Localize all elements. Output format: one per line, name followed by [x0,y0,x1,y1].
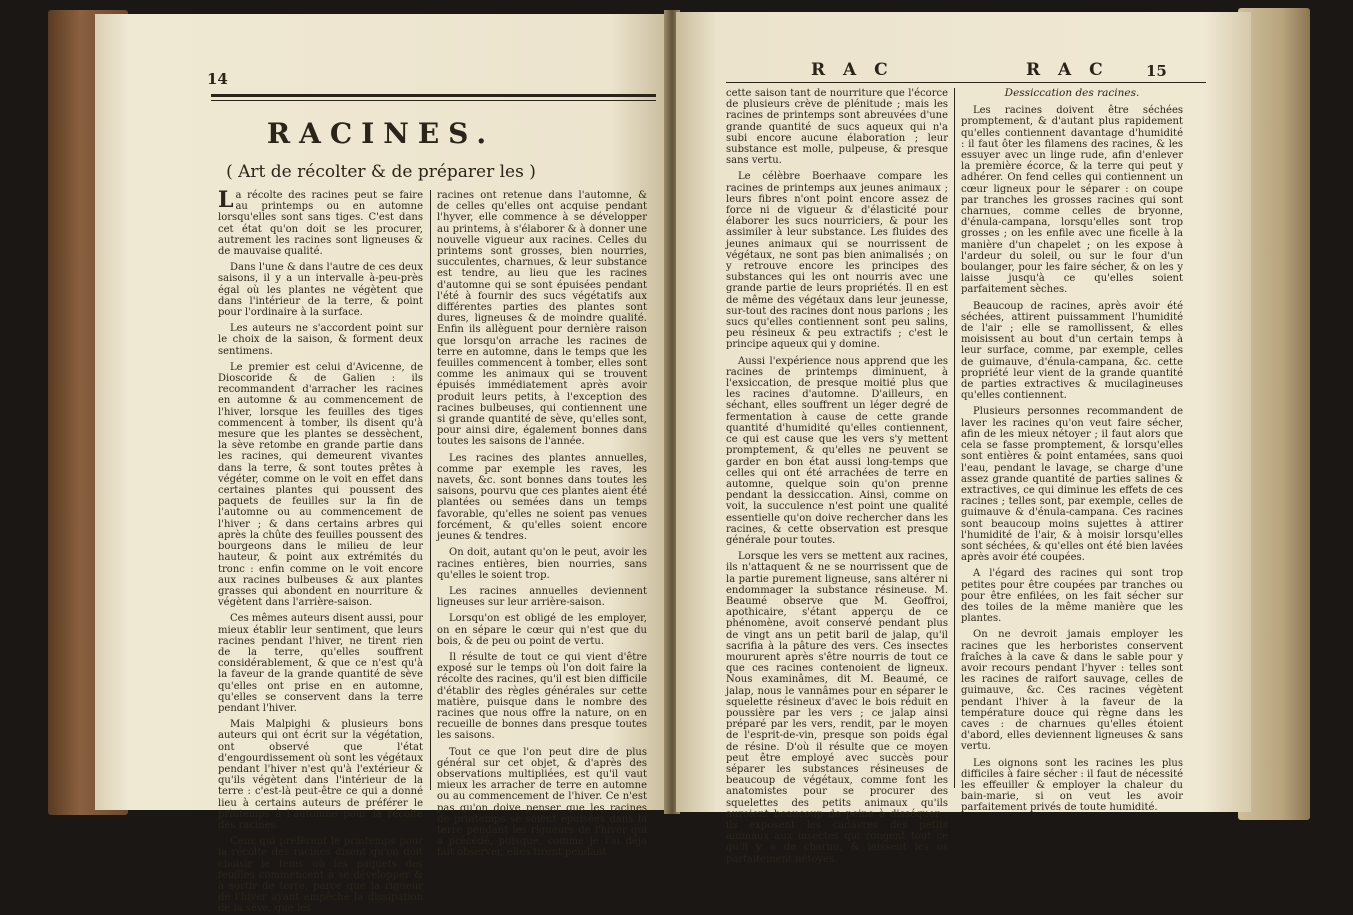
paragraph: Ces mêmes auteurs disent aussi, pour mieux établir leur sentiment, que leurs racines pendant l'hiver, ne tirent rien de la terre, qu'elles souffrent considérablement, & que ce n'est qu'à la faveur de la grande quantité de sève qu'elles ont prise en en automne, qu'elles se conservent dans la terre pendant l'hiver. [218,613,424,714]
paragraph: Il résulte de tout ce qui vient d'être exposé sur le temps où l'on doit faire la récolte des racines, qu'il est bien difficile d'établir des règles générales sur cette matière, puisque dans le nombre des racines que nous offre la nature, on en recueille de bonnes dans presque toutes les saisons. [437,651,647,742]
header-rule [726,82,1206,83]
paragraph: Mais Malpighi & plusieurs bons auteurs qui ont écrit sur la végétation, ont observé que l'état d'engourdissement où sont les végétaux pendant l'hiver n'est qu'à l'extérieur & qu'ils végètent dans l'intérieur de la terre : c'est-là peut-être ce qui a donné lieu à certains auteurs de préférer le printemps à l'automne pour la récolte des racines. [218,719,423,831]
right-page [676,12,1251,865]
left-page-column-1 [218,187,424,915]
left-page-column-2 [437,190,647,859]
paragraph: cette saison tant de nourriture que l'écorce de plusieurs crève de plénitude ; mais les racines de printemps sont abreuvées d'une grande quantité de sucs aqueux qui n'a subi encore aucune élaboration ; leur substance est molle, pulpeuse, & presque sans vertu. [726,88,948,167]
paragraph: Dans l'une & dans l'autre de ces deux saisons, il y a un intervalle à-peu-près égal où les plantes ne végètent que dans l'intérieur de la terre, & point pour l'ordinaire à la surface. [218,262,423,319]
running-head-right-column: R A C [1026,60,1109,80]
paragraph: On doit, autant qu'on le peut, avoir les racines entières, bien nourries, sans qu'elles le soient trop. [437,547,647,581]
paragraph: Beaucoup de racines, après avoir été séchées, attirent puissamment l'humidité de l'air ; elle se ramollissent, & elles moisissent au bout d'un certain temps à leur surface, comme, par exemple, celles de guimauve, d'énula-campana, &c. cette propriété leur vient de la grande quantité de parties extractives & mucilagineuses qu'elles contiennent. [961,300,1183,402]
paragraph: Aussi l'expérience nous apprend que les racines de printemps diminuent, à l'exsiccation, de presque moitié plus que les racines d'automne. D'ailleurs, en séchant, elles souffrent un léger degré de fermentation à cause de cette grande quantité d'humidité qu'elles contiennent, ce qui est cause que les vers s'y mettent promptement, & qu'elles ne peuvent se garder en bon état aussi long-temps que celles qui ont été arrachées de terre en automne, quelque soin qu'on prenne pendant la dessiccation. Ainsi, comme on voit, la succulence n'est point une qualité essentielle qu'on doive rechercher dans les racines, & cette observation est presque générale pour toutes. [726,355,948,546]
column-divider [430,190,431,790]
page-number-left: 14 [207,70,228,88]
column-divider [954,88,955,788]
running-head-left-column: R A C [811,60,894,80]
paragraph: Lorsqu'on est obligé de les employer, on en sépare le cœur qui n'est que du bois, & de peu ou point de vertu. [437,613,647,647]
paragraph: Les oignons sont les racines les plus difficiles à faire sécher : il faut de nécessité les effeuiller & employer la chaleur du bain-marie, si on veut les avoir parfaitement privés de toute humidité. [961,757,1183,814]
paragraph: La récolte des racines peut se faire au printemps ou en automne lorsqu'elles sont sans tiges. C'est dans cet état qu'on doit se les procurer, autrement les racines sont ligneuses & de mauvaise qualité. [218,187,423,258]
left-page [95,14,667,915]
paragraph: Les auteurs ne s'accordent point sur le choix de la saison, & forment deux sentimens. [218,323,423,357]
paragraph: Ceux qui préfèrent le printemps pour la récolte des racines disent qu'on doit choisir le tems où les paquets des feuilles commencent à se développer & à sortir de terre, parce que la rigueur de l'hiver ayant empêché la dissipation de la sève, que les [218,836,423,915]
header-rule-thin [211,100,656,101]
page-number-right: 15 [1146,62,1167,80]
paragraph: Les racines des plantes annuelles, comme par exemple les raves, les navets, &c. sont bonnes dans toutes les saisons, pourvu que ces plantes aient été plantées ou semées dans un temps favorable, qu'elles ne soient pas venues forcément, & qu'elles soient encore jeunes & tendres. [437,452,647,543]
section-heading: Dessiccation des racines. [1004,87,1140,99]
paragraph: Tout ce que l'on peut dire de plus général sur cet objet, & d'après des observations multipliées, est qu'il vaut mieux les arracher de terre en automne ou au commencement de l'hiver. Ce n'est pas qu'on doive penser que les racines de printemps se soient épuisées dans la terre pendant les rigueurs de l'hiver qui a précédé, puisque, comme je l'ai déja fait observer, elles tirent pendant [437,746,647,859]
paragraph: racines ont retenue dans l'automne, & de celles qu'elles ont acquise pendant l'hyver, elle commence à se développer au printems, à s'élaborer & à donner une nouvelle vigueur aux racines. Celles du printems sont grosses, bien nourries, succulentes, charnues, & leur substance est tendre, au lieu que les racines d'automne qui se sont épuisées pendant l'été à fournir des sucs végétatifs aux différentes parties des plantes sont dures, ligneuses & de moindre qualité. Enfin ils allèguent pour dernière raison que lorsqu'on arrache les racines de terre en automne, dans le temps que les feuilles commencent à tomber, elles sont comme les animaux qui se trouvent épuisés immédiatement après avoir produit leurs petits, à l'exception des racines bulbeuses, qui contiennent une si grande quantité de sève, qu'elles sont, pour ainsi dire, également bonnes dans toutes les saisons de l'année. [437,190,647,448]
right-page-column-2 [961,87,1183,814]
article-title: RACINES. [266,117,496,150]
paragraph: Les racines annuelles deviennent ligneuses sur leur arrière-saison. [437,585,647,609]
header-rule [211,94,656,97]
paragraph: Plusieurs personnes recommandent de laver les racines qu'on veut faire sécher, afin de les mieux nétoyer ; il faut alors que cela se fasse promptement, & lorsqu'elles sont entières & point entamées, sans quoi l'eau, pendant le lavage, se charge d'une assez grande quantité de parties salines & extractives, ce qui diminue les effets de ces racines ; telles sont, par exemple, celles de guimauve & d'énula-campana. Ces racines sont beaucoup moins sujettes à attirer l'humidité de l'air, & à moisir lorsqu'elles sont séchées, & qu'elles ont été bien lavées après avoir été coupées. [961,406,1183,564]
paragraph: Lorsque les vers se mettent aux racines, ils n'attaquent & ne se nourrissent que de la partie purement ligneuse, sans altérer ni endommager la substance résineuse. M. Beaumé observe que M. Geoffroi, apothicaire, s'étant apperçu de ce phénomène, avoit conservé pendant plus de vingt ans un petit baril de jalap, qu'il sacrifia à la pâture des vers. Ces insectes moururent après s'être nourris de tout ce que ces racines contenoient de ligneux. Nous examinâmes, dit M. Beaumé, ce jalap, nous le vannâmes pour en séparer le squelette résineux d'avec le bois réduit en poussière par les vers ; ce jalap ainsi préparé par les vers, rendit, par le moyen de l'esprit-de-vin, presque son poids égal de résine. D'où il résulte que ce moyen peut être employé avec succès pour séparer les substances résineuses de beaucoup de végétaux, comme font les anatomistes pour se procurer des squelettes des petits animaux qu'ils auroient beaucoup de peine à disséquer : ils exposent les cadavres des petits animaux aux insectes qui rongent tout ce qu'il y a de charnu, & laissent les os parfaitement nétoyés. [726,551,948,865]
paragraph: On ne devroit jamais employer les racines que les herboristes conservent fraîches à la cave & dans le sable pour y avoir recours pendant l'hyver : telles sont les racines de raifort sauvage, celles de guimauve, &c. Ces racines végètent pendant l'hiver à la faveur de la température douce qui règne dans les caves : de charnues qu'elles étoient d'abord, elles deviennent ligneuses & sans vertu. [961,629,1183,753]
paragraph: Le premier est celui d'Avicenne, de Dioscoride & de Galien : ils recommandent d'arracher les racines en automne & au commencement de l'hiver, lorsque les feuilles des tiges commencent à tomber, ils disent qu'à mesure que les plantes se dessèchent, la sève retombe en grande partie dans les racines, qui demeurent vivantes dans la terre, & sont toutes prêtes à végéter, comme on le voit en effet dans certaines plantes qui poussent des paquets de feuilles sur la fin de l'automne ou au commencement de l'hiver ; & dans certains arbres qui après la chûte des feuilles poussent des bourgeons dans le milieu de leur hauteur, & point aux extrémités du tronc : enfin comme on le voit encore aux racines bulbeuses & aux plantes grasses qui abondent en nourriture & végètent dans l'arrière-saison. [218,361,423,609]
paragraph: A l'égard des racines qui sont trop petites pour être coupées par tranches ou pour être enfilées, on les fait sécher sur des toiles de la même manière que les plantes. [961,568,1183,625]
paragraph: Le célèbre Boerhaave compare les racines de printemps aux jeunes animaux ; leurs fibres n'ont point encore assez de force ni de vigueur & d'élasticité pour élaborer les sucs nourriciers, & pour les assimiler à leur substance. Les fluides des jeunes animaux qui se nourrissent de végétaux, ne sont pas bien animalisés ; on y retrouve encore les principes des substances qui les ont nourris avec une grande partie de leurs propriétés. Il en est de même des végétaux dans leur jeunesse, sur-tout des racines dont nous parlons ; les sucs qu'elles contiennent sont peu salins, peu résineux & peu extractifs ; c'est le principe aqueux qui y domine. [726,171,948,351]
paragraph: Les racines doivent être séchées promptement, & d'autant plus rapidement qu'elles contiennent davantage d'humidité : il faut ôter les filamens des racines, & les essuyer avec un linge rude, afin d'enlever la première écorce, & la terre qui peut y adhérer. On fend celles qui contiennent un cœur ligneux pour le séparer : on coupe par tranches les grosses racines qui sont charnues, comme celles de bryonne, d'énula-campana, lorsqu'elles sont trop grosses ; on les enfile avec une ficelle à la manière d'un chapelet ; on les expose à l'ardeur du soleil, ou sur le four d'un boulanger, pour les faire sécher, & on les y laisse jusqu'à ce qu'elles soient parfaitement sèches. [961,105,1183,296]
article-subtitle: ( Art de récolter & de préparer les ) [226,162,536,182]
right-page-column-1 [726,88,948,865]
